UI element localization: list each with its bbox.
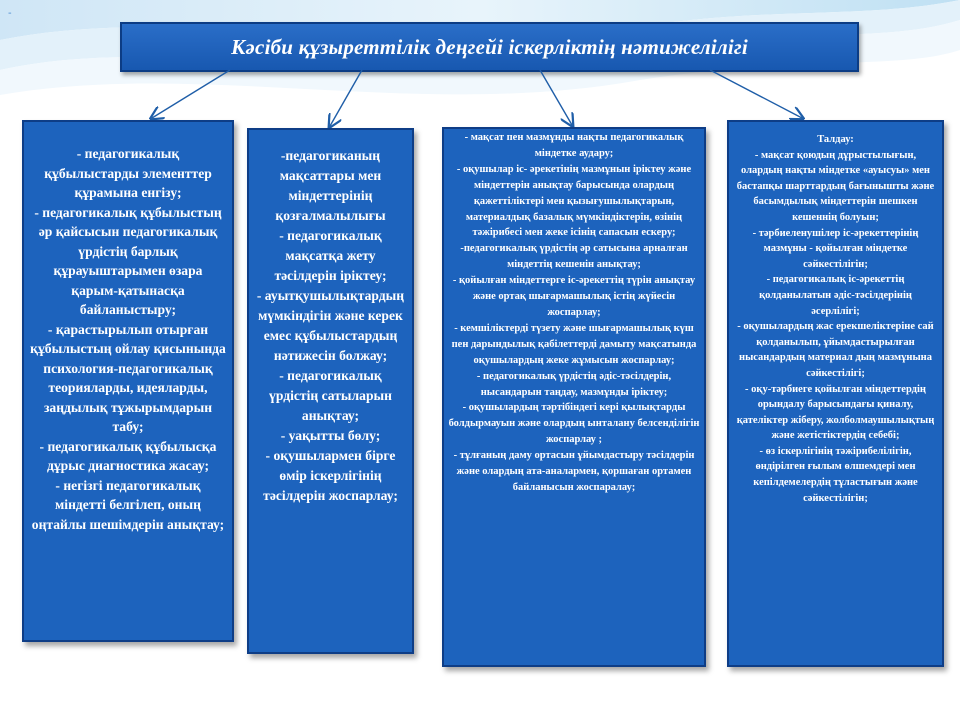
- column-design-skills: [442, 127, 706, 667]
- column-text: - педагогикалық құбылыстарды элементтер құрамына енгізу; - педагогикалық құбылыстың әр қайсысын педагогикалық үрдістің барлық құрауыштарымен өзара қарым-қатынасқа байланыстыру; - қарастырылып отырған құбылыстың ойлау қисынында психология-педагогикалық теорияларды, идеяларды, заңдылық тұжырымдарын табу; - педагогикалық құбылысқа дұрыс диагностика жасау; - негізгі педагогикалық міндетті белгілеп, оның оңтайлы шешімдерін анықтау;: [30, 146, 226, 532]
- column-evaluation-skills: [727, 120, 944, 667]
- column-text: - мақсат пен мазмұнды нақты педагогикалық міндетке аудару; - оқушылар іс- әрекетінің мазмұнын іріктеу және міндеттерін анықтау барысында олардың қажеттіліктері мен қызығушылықтарын, материалдық базалық мүмкіндіктерін, өзінің тәжірибесі мен жеке ісінің сапасын ескеру; -педагогикалық үрдістің әр сатысына арналған міндеттің кешенін анықтау; - қойылған міндеттерге іс-әрекеттің түрін анықтау және ортақ шығармашылық істің жүйесін жоспарлау; - кемшіліктерді түзету және шығармашылық күш пен дарындылық қабілеттерді дамыту мақсатында оқушылардың жеке жұмысын жоспарлау; - педагогикалық үрдістің әдіс-тәсілдерін, нысандарын таңдау, мазмұнды іріктеу; - оқушылардың тәртібіндегі кері қылықтарды болдырмауын және олардың ынталану белсенділігін жоспарлау ; - тұлғаның даму ортасын ұйымдастыру тәсілдерін және олардың ата-аналармен, қоршаған ортамен байланысын жоспаралау;: [448, 132, 700, 493]
- column-text: Талдау: - мақсат қоюдың дұрыстылығын, олардың нақты міндетке «ауысуы» мен бастапқы шарттардың бағынышты және басымдылық міндеттерін шешкен кешеннің болуын; - тәрбиеленушілер іс-әрекеттерінің мазмұны - қойылған міндетке сәйкестілігін; - педагогикалық іс-әрекеттің қолданылатын әдіс-тәсілдерінің әсерлілігі; - оқушылардың жас ерекшеліктеріне сай қолданылып, ұйымдастырылған нысандардың материал дың мазмұнына сәйкестілігі; - оқу-тәрбиеге қойылған міндеттердің орындалу барысындағы қиналу, қателіктер жіберу, жолболмаушылықтың және жетістіктердің себебі; - өз іскерлігінің тәжірибелілігін, өндірілген ғылым өлшемдері мен кепілдемелердің тұластығын және сәйкестілігін;: [736, 134, 935, 504]
- column-planning-skills: [247, 128, 414, 654]
- column-analysis-skills: [22, 120, 234, 642]
- column-text: -педагогиканың мақсаттары мен міндеттерінің қозғалмалылығы - педагогикалық мақсатқа жету тәсілдерін іріктеу; - ауытқушылықтардың мүмкіндігін және керек емес құбылыстардың нәтижесін болжау; - педагогикалық үрдістің сатыларын анықтау; - уақытты бөлу; - оқушылармен бірге өмір іскерлігінің тәсілдерін жоспарлау;: [256, 148, 405, 503]
- corner-mark: -: [8, 8, 12, 19]
- page-title: Кәсіби құзыреттілік деңгейі іскерліктің нәтижелілігі: [120, 22, 859, 72]
